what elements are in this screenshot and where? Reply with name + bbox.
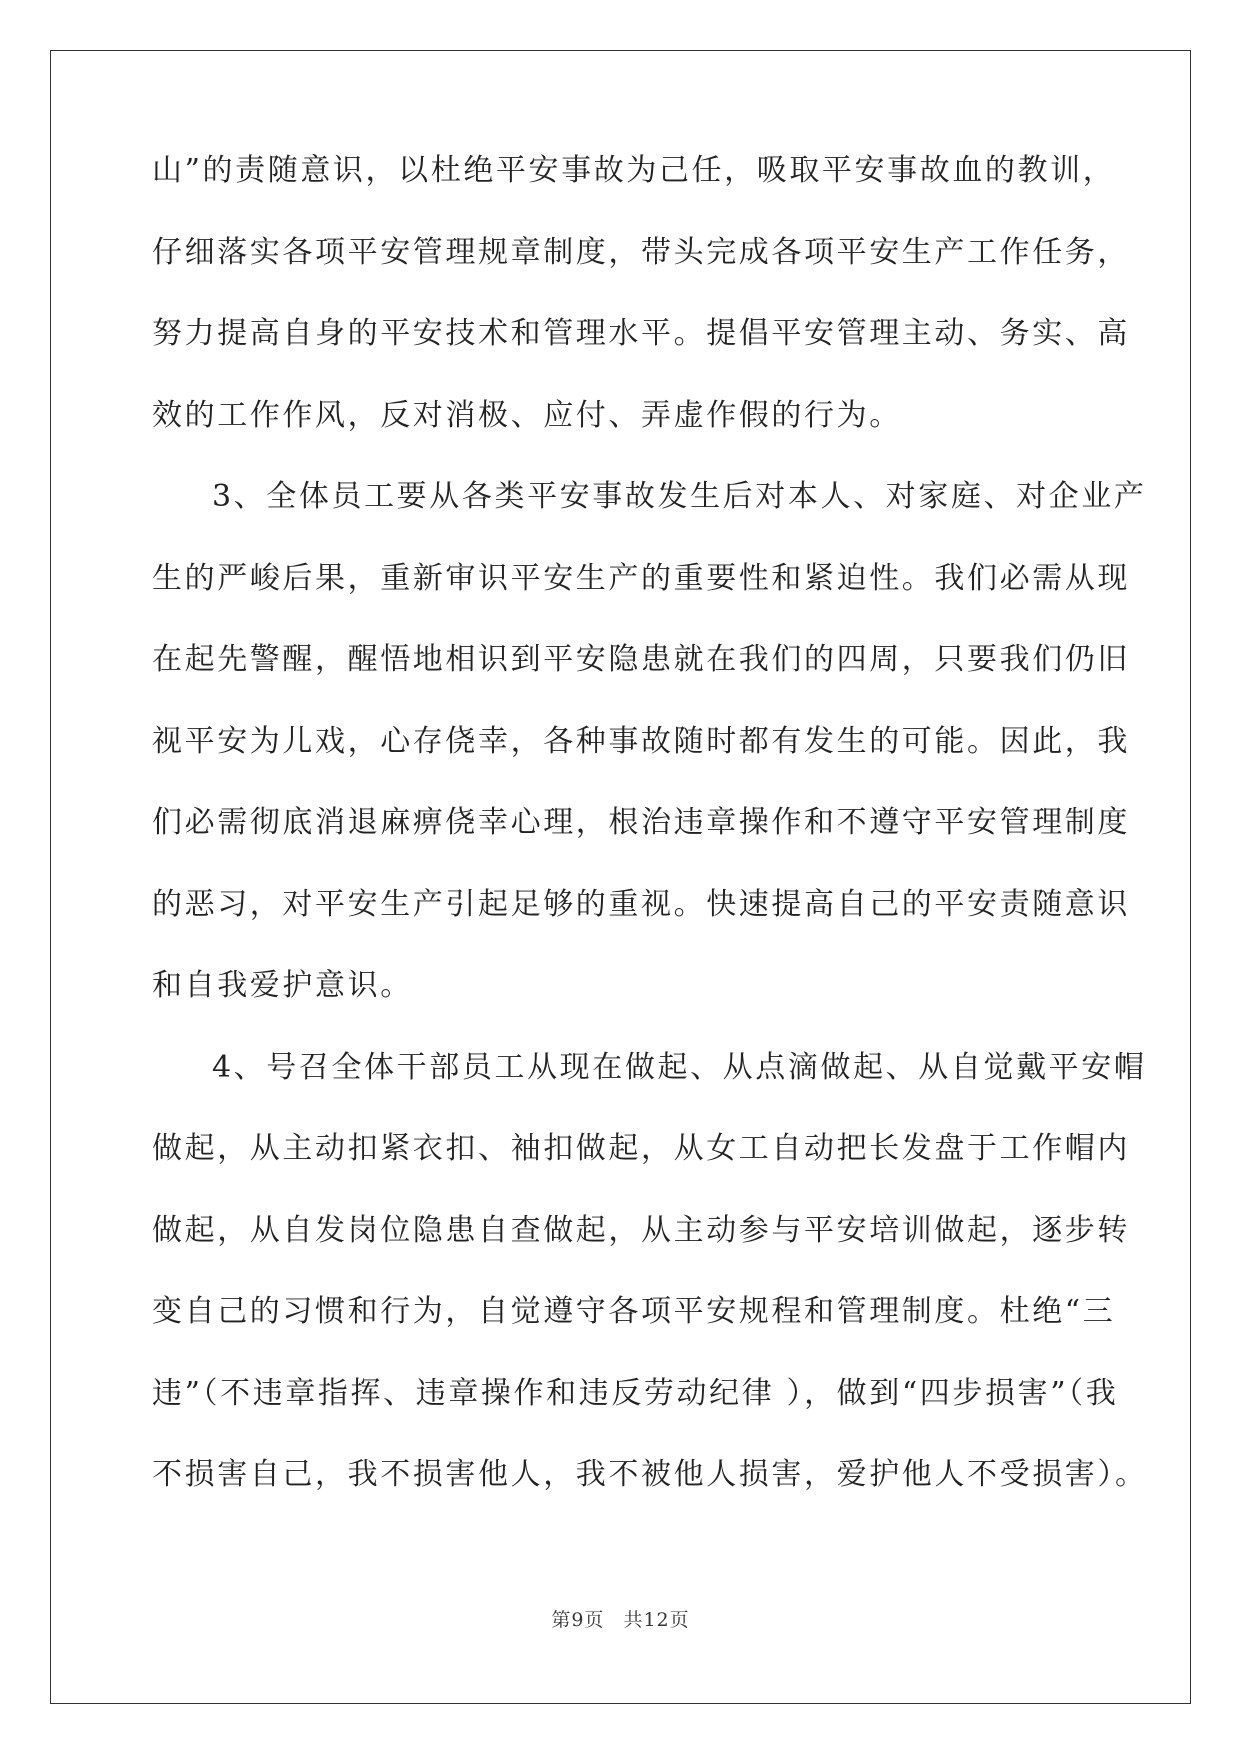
page-number: 第9页 — [551, 1609, 605, 1631]
text-line: 违”（不违章指挥、违章操作和违反劳动纪律 ），做到“四步损害”（我 — [152, 1375, 1119, 1411]
text-line: 做起，从自发岗位隐患自查做起，从主动参与平安培训做起，逐步转 — [152, 1212, 1130, 1248]
text-line: 变自己的习惯和行为，自觉遵守各项平安规程和管理制度。杜绝“三 — [152, 1294, 1116, 1329]
text-line: 效的工作作风，反对消极、应付、弄虚作假的行为。 — [152, 397, 902, 433]
document-body — [152, 130, 1148, 1516]
paragraph-4-start: 4、号召全体干部员工从现在做起、从点滴做起、从自觉戴平安帽 — [212, 1049, 1147, 1085]
text-line: 做起，从主动扣紧衣扣、袖扣做起，从女工自动把长发盘于工作帽内 — [152, 1131, 1130, 1166]
text-line: 不损害自己，我不损害他人，我不被他人损害，爱护他人不受损害）。 — [152, 1457, 1148, 1492]
text-line: 在起先警醒，醒悟地相识到平安隐患就在我们的四周，只要我们仍旧 — [152, 642, 1130, 677]
text-line: 生的严峻后果，重新审识平安生产的重要性和紧迫性。我们必需从现 — [152, 560, 1130, 596]
paragraph-3-start: 3、全体员工要从各类平安事故发生后对本人、对家庭、对企业产 — [212, 479, 1147, 514]
text-line: 和自我爱护意识。 — [152, 968, 413, 1003]
text-line: 山”的责随意识，以杜绝平安事故为己任，吸取平安事故血的教训， — [152, 153, 1116, 188]
total-pages: 共12页 — [623, 1609, 690, 1631]
text-line: 视平安为儿戏，心存侥幸，各种事故随时都有发生的可能。因此，我 — [152, 723, 1130, 759]
text-line: 仔细落实各项平安管理规章制度，带头完成各项平安生产工作任务， — [152, 234, 1130, 270]
text-line: 的恶习，对平安生产引起足够的重视。快速提高自己的平安责随意识 — [152, 886, 1130, 922]
text-line: 努力提高自身的平安技术和管理水平。提倡平安管理主动、务实、高 — [152, 316, 1130, 351]
page-footer — [0, 1605, 1241, 1632]
text-line: 们必需彻底消退麻痹侥幸心理，根治违章操作和不遵守平安管理制度 — [152, 805, 1130, 840]
